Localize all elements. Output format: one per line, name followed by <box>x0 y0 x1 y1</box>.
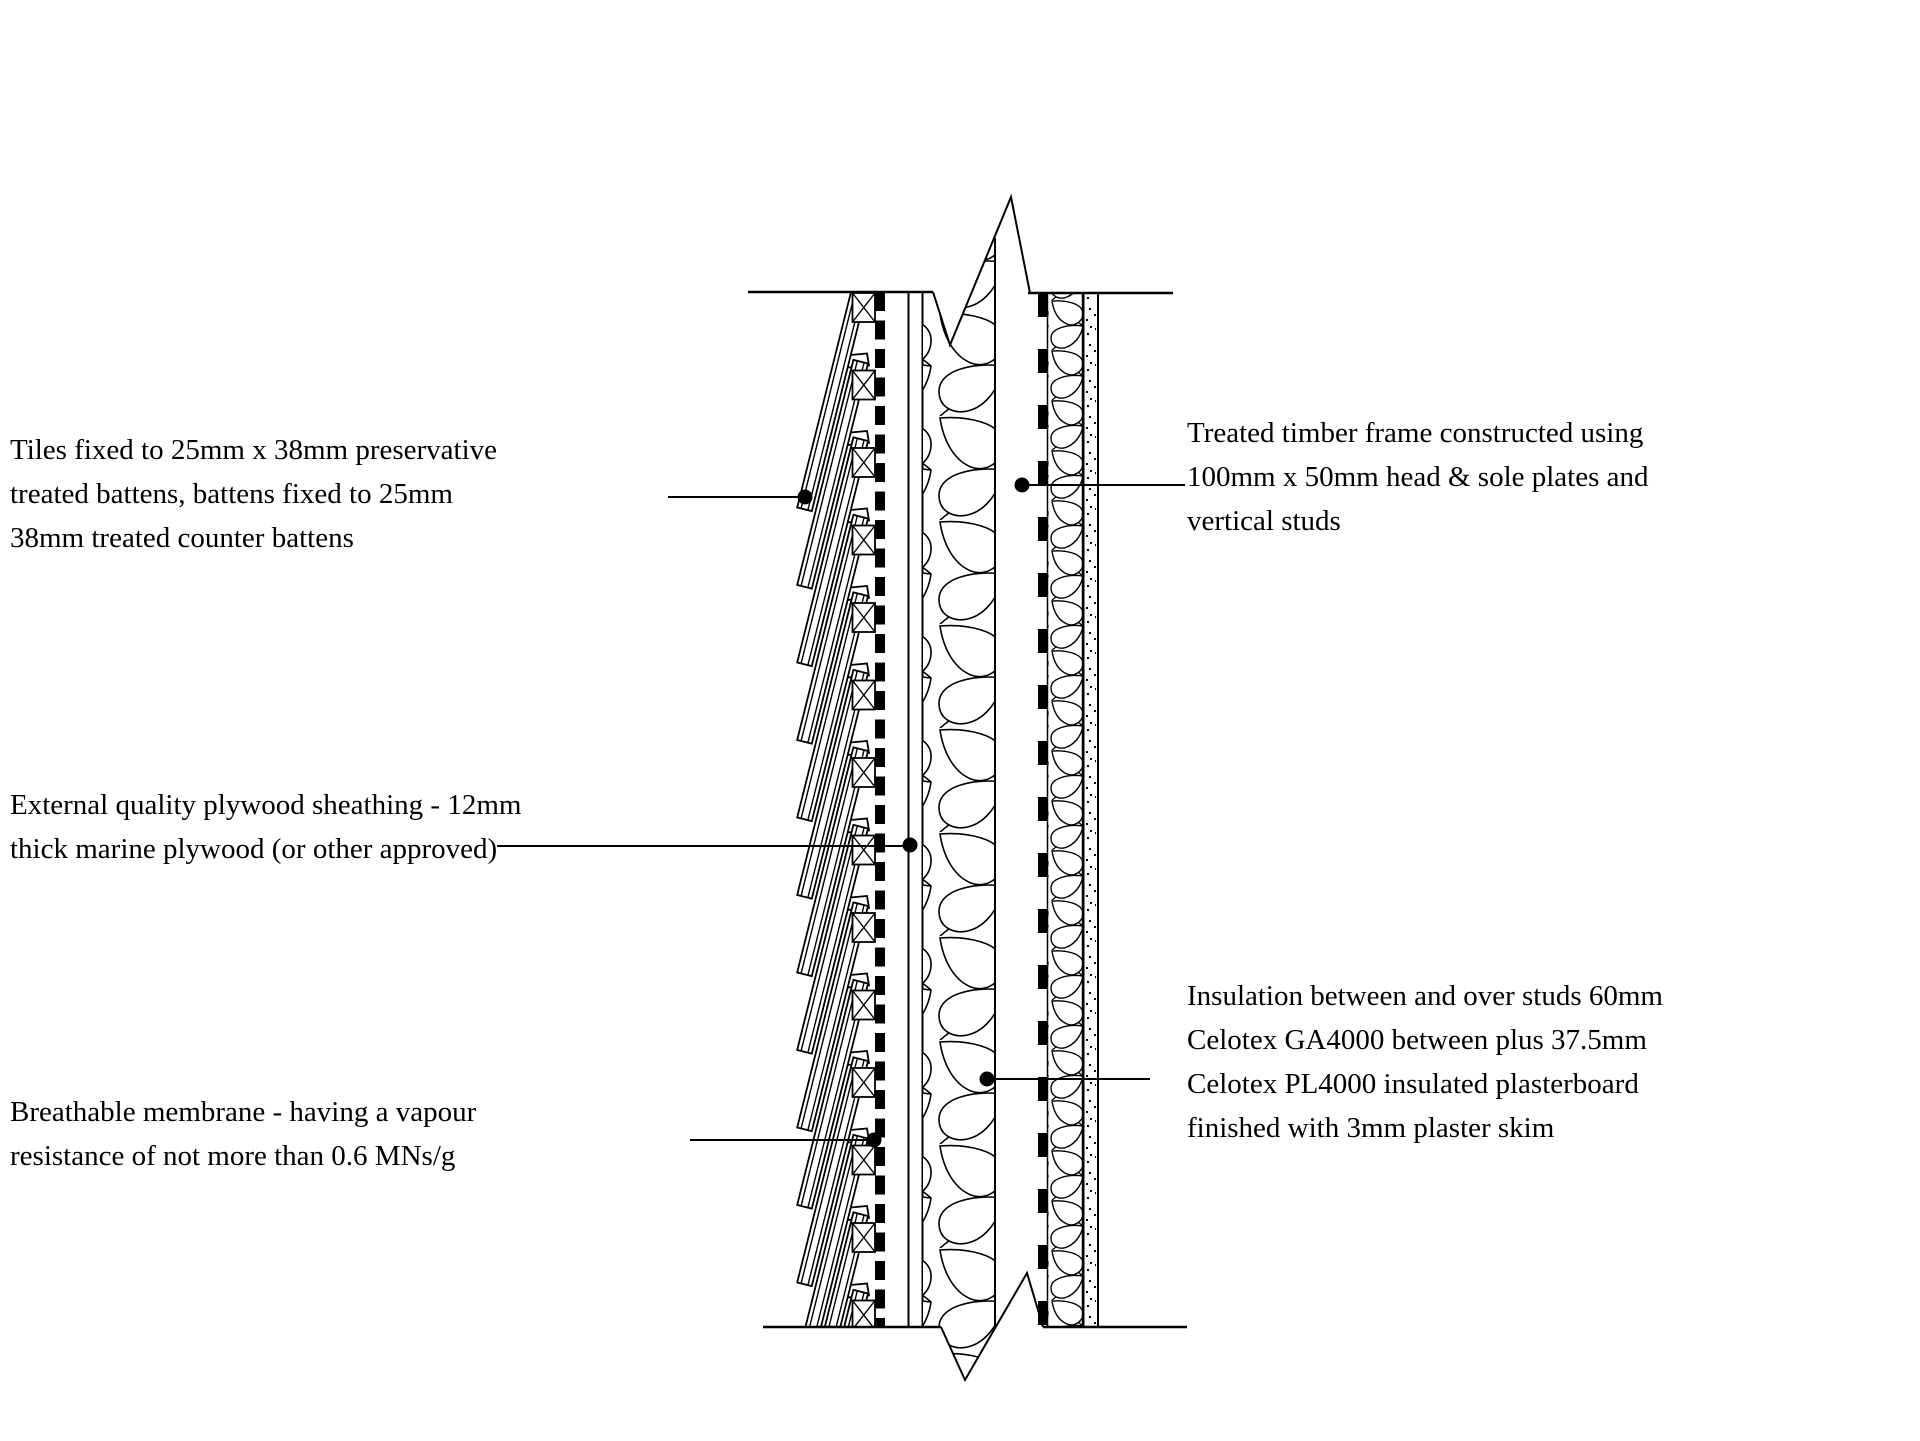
plywood-sheathing-band <box>909 292 923 1327</box>
label-line: Treated timber frame constructed using <box>1187 417 1644 449</box>
label-line: Celotex PL4000 insulated plasterboard <box>1187 1068 1639 1100</box>
tile-batten-section <box>853 1146 876 1175</box>
label-line: finished with 3mm plaster skim <box>1187 1112 1555 1144</box>
label-line: Insulation between and over studs 60mm <box>1187 980 1663 1012</box>
label-timber-frame <box>1187 411 1649 543</box>
tile-batten-section <box>853 293 876 322</box>
plasterboard-stipple <box>1086 293 1096 1327</box>
insulation-pl4000 <box>1048 293 1083 1327</box>
tile-batten-section <box>853 603 876 632</box>
tile-batten-section <box>853 371 876 400</box>
tile-batten-section <box>853 913 876 942</box>
label-line: treated battens, battens fixed to 25mm <box>10 478 453 510</box>
leader-dot-membrane <box>867 1133 882 1148</box>
leader-dot-plywood <box>903 838 918 853</box>
label-insulation <box>1187 974 1663 1150</box>
insulation-ga4000 <box>923 292 995 1327</box>
label-line: 100mm x 50mm head & sole plates and <box>1187 461 1649 493</box>
leader-dot-insulation <box>980 1072 995 1087</box>
label-line: Breathable membrane - having a vapour <box>10 1096 477 1128</box>
tile-batten-section <box>853 448 876 477</box>
label-line: thick marine plywood (or other approved) <box>10 833 498 865</box>
label-tiles-battens <box>10 428 497 560</box>
tile-batten-section <box>853 1068 876 1097</box>
label-breathable-membrane <box>10 1090 476 1178</box>
label-plywood-sheathing <box>10 783 521 871</box>
tile-batten-section <box>853 1223 876 1252</box>
battens-column <box>853 293 876 1330</box>
leader-dot-tiles <box>798 490 813 505</box>
label-line: vertical studs <box>1187 505 1341 537</box>
tile-batten-section <box>853 1301 876 1330</box>
tile-batten-section <box>853 991 876 1020</box>
label-line: 38mm treated counter battens <box>10 522 354 554</box>
label-line: Celotex GA4000 between plus 37.5mm <box>1187 1024 1647 1056</box>
label-line: resistance of not more than 0.6 MNs/g <box>10 1140 456 1172</box>
tile-batten-section <box>853 758 876 787</box>
tile-batten-section <box>853 836 876 865</box>
tile-batten-section <box>853 526 876 555</box>
label-line: External quality plywood sheathing - 12mm <box>10 789 522 821</box>
tile-batten-section <box>853 681 876 710</box>
leader-dot-frame <box>1015 478 1030 493</box>
label-line: Tiles fixed to 25mm x 38mm preservative <box>10 434 498 466</box>
